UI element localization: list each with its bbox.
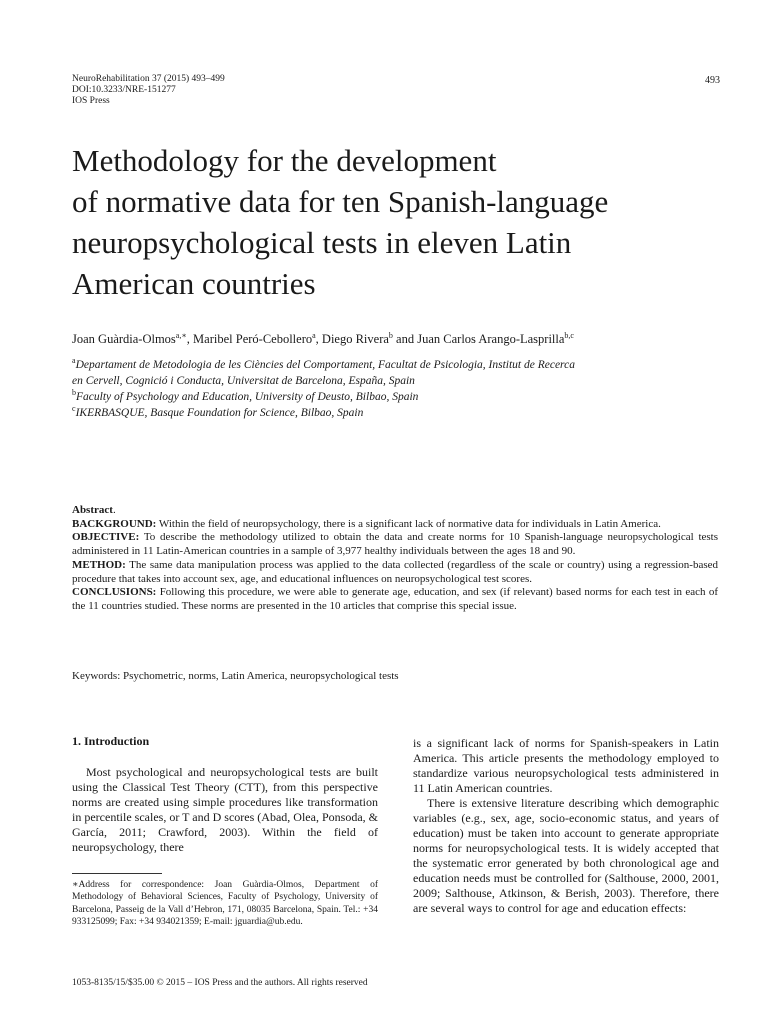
section-text: Following this procedure, we were able to generate age, education, and sex (if relevant) based norms for each test in each of the 11 countries studied. These norms are presented in the 10 articles that comprise this special issue.: [72, 586, 718, 612]
affil-mark: a: [72, 356, 76, 366]
affiliation-a-cont: [72, 373, 732, 389]
footnote-rule: [72, 873, 162, 874]
body-paragraph: There is extensive literature describing which demographic variables (e.g., sex, age, socio-economic status, and years of education) must be taken into account to generate appropriate norms for neuropsychological tests. It is widely accepted that the systematic error generated by both chronological age and education needs must be controlled for (Salthouse, 2000, 2001, 2009; Salthouse, Atkinson, & Berish, 2003). Therefore, there are several ways to control for age and education effects:: [413, 796, 719, 915]
copyright-line: 1053-8135/15/$35.00 © 2015 – IOS Press and the authors. All rights reserved: [72, 978, 368, 988]
author-list: [72, 331, 732, 348]
section-text: To describe the methodology utilized to obtain the data and create norms for 10 Spanish-language neuropsychological tests administered in 11 Latin-American countries in a sample of 3,977 healthy individuals between the ages 18 and 90.: [72, 531, 718, 558]
affil-mark: b: [72, 388, 76, 398]
right-column: [413, 736, 719, 916]
affil-text: IKERBASQUE, Basque Foundation for Science, Bilbao, Spain: [75, 407, 364, 419]
body-paragraph: is a significant lack of norms for Spanish-speakers in Latin America. This article presents the methodology employed to standardize various neuropsychological tests administered in 11 Latin American countries.: [413, 736, 719, 795]
body-paragraph: Most psychological and neuropsychological tests are built using the Classical Test Theory (CTT), from this perspective norms are created using simple procedures like transformation in percentile scales, or T and D scores (Abad, Olea, Ponsoda, & García, 2011; Crawford, 2003). Within the field of neuropsychology, there: [72, 765, 378, 854]
author-separator: ,: [315, 332, 322, 346]
section-heading: 1. Introduction: [72, 734, 150, 748]
abstract-method: [72, 559, 718, 586]
author-separator: and: [392, 332, 418, 346]
affiliation-c: [72, 405, 732, 421]
section-text: Within the field of neuropsychology, there is a significant lack of normative data for individuals in Latin America.: [156, 517, 661, 530]
page-number: 493: [705, 75, 720, 86]
title-line: Methodology for the development: [72, 143, 497, 178]
abstract-conclusions: [72, 586, 718, 613]
affil-text: Departament de Metodologia de les Ciències del Comportament, Facultat de Psicologia, Institut de Recerca: [75, 359, 575, 371]
paper-title: [72, 140, 722, 304]
journal-citation: NeuroRehabilitation 37 (2015) 493–499: [72, 74, 225, 84]
correspondence-footnote: ∗Address for correspondence: Joan Guàrdia-Olmos, Department of Methodology of Behavioral Sciences, Faculty of Psychology, University of Barcelona, Passeig de la Vall d’Hebron, 171, 08035 Barcelona, Spain. Tel.: +34 933125099; Fax: +34 934021359; E-mail: jguardia@ub.edu.: [72, 880, 378, 927]
author-affil-mark: a: [312, 330, 316, 340]
affiliations: [72, 357, 732, 421]
abstract-title: Abstract: [72, 504, 113, 516]
abstract: [72, 504, 718, 614]
author-affil-mark: b,c: [564, 330, 574, 340]
affil-mark: c: [72, 404, 76, 414]
abstract-title-period: .: [112, 504, 116, 516]
title-line: neuropsychological tests in eleven Latin: [72, 225, 572, 260]
section-label: CONCLUSIONS:: [72, 586, 157, 599]
author-name: Maribel Peró-Cebollero: [193, 332, 313, 346]
left-column: [72, 734, 378, 855]
affiliation-a: [72, 357, 732, 373]
journal-meta: [72, 74, 225, 107]
doi: DOI:10.3233/NRE-151277: [72, 85, 176, 95]
affil-text: Faculty of Psychology and Education, University of Deusto, Bilbao, Spain: [76, 391, 419, 403]
abstract-background: [72, 518, 718, 532]
section-label: BACKGROUND:: [72, 517, 157, 530]
author-separator: ,: [186, 332, 194, 346]
abstract-objective: [72, 531, 718, 558]
author-affil-mark: a,∗: [175, 330, 187, 340]
abstract-heading: [72, 504, 718, 518]
section-text: The same data manipulation process was applied to the data collected (regardless of the scale or country) using a regression-based procedure that takes into account sex, age, and educational influences on neuropsychological test scores.: [72, 558, 718, 585]
affil-text: en Cervell, Cognició i Conducta, Universitat de Barcelona, España, Spain: [72, 375, 415, 387]
section-label: OBJECTIVE:: [72, 531, 140, 544]
author-affil-mark: b: [388, 330, 393, 340]
author-name: Juan Carlos Arango-Lasprilla: [417, 332, 565, 346]
section-label: METHOD:: [72, 558, 126, 571]
title-line: of normative data for ten Spanish-language: [72, 184, 609, 219]
affiliation-b: [72, 389, 732, 405]
title-line: American countries: [72, 266, 316, 301]
author-name: Joan Guàrdia-Olmos: [72, 332, 176, 346]
keywords: Keywords: Psychometric, norms, Latin America, neuropsychological tests: [72, 670, 399, 682]
publisher: IOS Press: [72, 96, 110, 106]
author-name: Diego Rivera: [321, 332, 389, 346]
